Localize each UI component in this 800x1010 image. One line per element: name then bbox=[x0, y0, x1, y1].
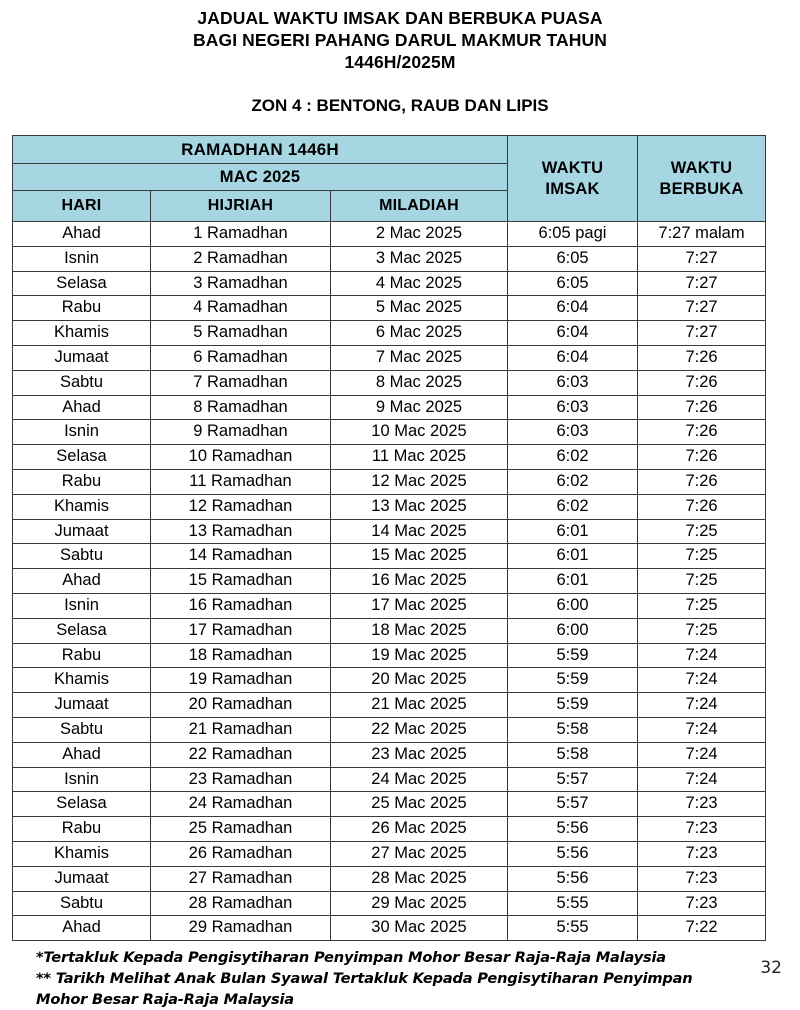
cell-berbuka: 7:23 bbox=[638, 817, 766, 842]
cell-hari: Khamis bbox=[13, 321, 151, 346]
table-row bbox=[13, 643, 766, 668]
cell-hari: Isnin bbox=[13, 246, 151, 271]
cell-hari: Khamis bbox=[13, 494, 151, 519]
cell-imsak: 5:59 bbox=[508, 643, 638, 668]
cell-miladiah: 2 Mac 2025 bbox=[331, 222, 508, 247]
cell-hijriah: 7 Ramadhan bbox=[151, 370, 331, 395]
table-row bbox=[13, 445, 766, 470]
cell-imsak: 6:01 bbox=[508, 569, 638, 594]
cell-imsak: 6:00 bbox=[508, 618, 638, 643]
cell-berbuka: 7:26 bbox=[638, 494, 766, 519]
cell-miladiah: 23 Mac 2025 bbox=[331, 742, 508, 767]
cell-imsak: 6:04 bbox=[508, 345, 638, 370]
cell-imsak: 5:56 bbox=[508, 817, 638, 842]
cell-hijriah: 25 Ramadhan bbox=[151, 817, 331, 842]
cell-imsak: 6:05 bbox=[508, 246, 638, 271]
cell-hijriah: 13 Ramadhan bbox=[151, 519, 331, 544]
cell-miladiah: 9 Mac 2025 bbox=[331, 395, 508, 420]
cell-miladiah: 20 Mac 2025 bbox=[331, 668, 508, 693]
cell-berbuka: 7:26 bbox=[638, 395, 766, 420]
cell-berbuka: 7:23 bbox=[638, 866, 766, 891]
table-row bbox=[13, 271, 766, 296]
cell-hijriah: 21 Ramadhan bbox=[151, 717, 331, 742]
cell-hari: Selasa bbox=[13, 618, 151, 643]
cell-berbuka: 7:26 bbox=[638, 469, 766, 494]
cell-berbuka: 7:24 bbox=[638, 693, 766, 718]
table-row bbox=[13, 841, 766, 866]
cell-miladiah: 18 Mac 2025 bbox=[331, 618, 508, 643]
cell-imsak: 5:57 bbox=[508, 767, 638, 792]
table-row bbox=[13, 866, 766, 891]
cell-hijriah: 29 Ramadhan bbox=[151, 916, 331, 941]
cell-berbuka: 7:23 bbox=[638, 792, 766, 817]
cell-hijriah: 6 Ramadhan bbox=[151, 345, 331, 370]
cell-miladiah: 29 Mac 2025 bbox=[331, 891, 508, 916]
cell-imsak: 5:56 bbox=[508, 841, 638, 866]
cell-hari: Selasa bbox=[13, 271, 151, 296]
header-ramadhan-group: RAMADHAN 1446H bbox=[13, 136, 508, 164]
cell-hari: Jumaat bbox=[13, 866, 151, 891]
table-row bbox=[13, 494, 766, 519]
cell-imsak: 5:58 bbox=[508, 717, 638, 742]
cell-hijriah: 11 Ramadhan bbox=[151, 469, 331, 494]
cell-berbuka: 7:22 bbox=[638, 916, 766, 941]
cell-hijriah: 2 Ramadhan bbox=[151, 246, 331, 271]
cell-miladiah: 13 Mac 2025 bbox=[331, 494, 508, 519]
title-line-1: JADUAL WAKTU IMSAK DAN BERBUKA PUASA bbox=[197, 8, 603, 28]
table-row bbox=[13, 519, 766, 544]
cell-miladiah: 7 Mac 2025 bbox=[331, 345, 508, 370]
cell-miladiah: 25 Mac 2025 bbox=[331, 792, 508, 817]
cell-imsak: 5:56 bbox=[508, 866, 638, 891]
cell-imsak: 6:01 bbox=[508, 519, 638, 544]
header-waktu-imsak-line2: IMSAK bbox=[545, 179, 600, 198]
table-row bbox=[13, 222, 766, 247]
cell-miladiah: 15 Mac 2025 bbox=[331, 544, 508, 569]
cell-hijriah: 14 Ramadhan bbox=[151, 544, 331, 569]
table-row bbox=[13, 395, 766, 420]
cell-berbuka: 7:24 bbox=[638, 767, 766, 792]
cell-miladiah: 22 Mac 2025 bbox=[331, 717, 508, 742]
cell-miladiah: 3 Mac 2025 bbox=[331, 246, 508, 271]
cell-miladiah: 21 Mac 2025 bbox=[331, 693, 508, 718]
cell-hari: Sabtu bbox=[13, 370, 151, 395]
cell-berbuka: 7:25 bbox=[638, 618, 766, 643]
cell-miladiah: 8 Mac 2025 bbox=[331, 370, 508, 395]
cell-imsak: 5:59 bbox=[508, 693, 638, 718]
cell-imsak: 6:02 bbox=[508, 494, 638, 519]
cell-berbuka: 7:25 bbox=[638, 569, 766, 594]
header-waktu-berbuka bbox=[638, 136, 766, 222]
cell-hari: Isnin bbox=[13, 420, 151, 445]
cell-hijriah: 1 Ramadhan bbox=[151, 222, 331, 247]
cell-miladiah: 19 Mac 2025 bbox=[331, 643, 508, 668]
cell-hijriah: 12 Ramadhan bbox=[151, 494, 331, 519]
table-row bbox=[13, 246, 766, 271]
cell-hari: Ahad bbox=[13, 916, 151, 941]
header-waktu-imsak bbox=[508, 136, 638, 222]
cell-imsak: 6:05 bbox=[508, 271, 638, 296]
cell-miladiah: 28 Mac 2025 bbox=[331, 866, 508, 891]
cell-miladiah: 30 Mac 2025 bbox=[331, 916, 508, 941]
table-row bbox=[13, 469, 766, 494]
cell-berbuka: 7:24 bbox=[638, 742, 766, 767]
footnote-line-1: *Tertakluk Kepada Pengisytiharan Penyimpan Mohor Besar Raja-Raja Malaysia bbox=[36, 949, 666, 967]
page-number: 32 bbox=[760, 958, 782, 978]
cell-hijriah: 3 Ramadhan bbox=[151, 271, 331, 296]
cell-hari: Jumaat bbox=[13, 519, 151, 544]
cell-hari: Sabtu bbox=[13, 717, 151, 742]
title-line-3: 1446H/2025M bbox=[344, 52, 456, 72]
cell-hari: Rabu bbox=[13, 643, 151, 668]
cell-imsak: 6:05 pagi bbox=[508, 222, 638, 247]
cell-imsak: 6:03 bbox=[508, 395, 638, 420]
cell-imsak: 6:02 bbox=[508, 469, 638, 494]
cell-hari: Isnin bbox=[13, 767, 151, 792]
cell-imsak: 6:01 bbox=[508, 544, 638, 569]
cell-hijriah: 24 Ramadhan bbox=[151, 792, 331, 817]
cell-miladiah: 6 Mac 2025 bbox=[331, 321, 508, 346]
cell-berbuka: 7:27 bbox=[638, 296, 766, 321]
cell-berbuka: 7:26 bbox=[638, 345, 766, 370]
table-row bbox=[13, 296, 766, 321]
cell-hijriah: 5 Ramadhan bbox=[151, 321, 331, 346]
cell-berbuka: 7:26 bbox=[638, 370, 766, 395]
table-row bbox=[13, 321, 766, 346]
footnote-line-3: Mohor Besar Raja-Raja Malaysia bbox=[36, 991, 294, 1009]
cell-hijriah: 10 Ramadhan bbox=[151, 445, 331, 470]
cell-miladiah: 27 Mac 2025 bbox=[331, 841, 508, 866]
cell-berbuka: 7:24 bbox=[638, 717, 766, 742]
header-waktu-imsak-line1: WAKTU bbox=[541, 158, 604, 177]
cell-miladiah: 12 Mac 2025 bbox=[331, 469, 508, 494]
cell-hijriah: 9 Ramadhan bbox=[151, 420, 331, 445]
schedule-table-container bbox=[12, 135, 765, 941]
table-row bbox=[13, 618, 766, 643]
cell-hari: Khamis bbox=[13, 668, 151, 693]
cell-hari: Selasa bbox=[13, 792, 151, 817]
cell-miladiah: 4 Mac 2025 bbox=[331, 271, 508, 296]
cell-berbuka: 7:27 bbox=[638, 321, 766, 346]
cell-imsak: 5:57 bbox=[508, 792, 638, 817]
table-row bbox=[13, 420, 766, 445]
cell-hijriah: 20 Ramadhan bbox=[151, 693, 331, 718]
cell-imsak: 5:58 bbox=[508, 742, 638, 767]
cell-berbuka: 7:26 bbox=[638, 420, 766, 445]
footnotes bbox=[36, 947, 696, 1010]
cell-miladiah: 24 Mac 2025 bbox=[331, 767, 508, 792]
cell-berbuka: 7:25 bbox=[638, 593, 766, 618]
header-hijriah: HIJRIAH bbox=[151, 191, 331, 222]
cell-miladiah: 26 Mac 2025 bbox=[331, 817, 508, 842]
cell-hijriah: 26 Ramadhan bbox=[151, 841, 331, 866]
cell-hari: Khamis bbox=[13, 841, 151, 866]
footnote-line-2: ** Tarikh Melihat Anak Bulan Syawal Tertakluk Kepada Pengisytiharan Penyimpan bbox=[36, 970, 693, 988]
cell-hijriah: 4 Ramadhan bbox=[151, 296, 331, 321]
imsak-berbuka-schedule-table bbox=[12, 135, 766, 941]
table-body bbox=[13, 222, 766, 941]
table-row bbox=[13, 916, 766, 941]
cell-berbuka: 7:24 bbox=[638, 643, 766, 668]
table-row bbox=[13, 345, 766, 370]
cell-hari: Rabu bbox=[13, 817, 151, 842]
cell-berbuka: 7:27 bbox=[638, 246, 766, 271]
header-miladiah: MILADIAH bbox=[331, 191, 508, 222]
cell-hijriah: 8 Ramadhan bbox=[151, 395, 331, 420]
cell-berbuka: 7:27 malam bbox=[638, 222, 766, 247]
zone-subtitle: ZON 4 : BENTONG, RAUB DAN LIPIS bbox=[251, 96, 549, 115]
cell-imsak: 6:04 bbox=[508, 321, 638, 346]
cell-hari: Sabtu bbox=[13, 544, 151, 569]
cell-hari: Ahad bbox=[13, 222, 151, 247]
table-row bbox=[13, 891, 766, 916]
cell-berbuka: 7:25 bbox=[638, 519, 766, 544]
cell-hari: Sabtu bbox=[13, 891, 151, 916]
table-row bbox=[13, 668, 766, 693]
cell-miladiah: 14 Mac 2025 bbox=[331, 519, 508, 544]
cell-miladiah: 16 Mac 2025 bbox=[331, 569, 508, 594]
cell-hijriah: 17 Ramadhan bbox=[151, 618, 331, 643]
cell-miladiah: 10 Mac 2025 bbox=[331, 420, 508, 445]
cell-berbuka: 7:25 bbox=[638, 544, 766, 569]
cell-imsak: 6:02 bbox=[508, 445, 638, 470]
document-title-block bbox=[0, 0, 800, 73]
cell-miladiah: 17 Mac 2025 bbox=[331, 593, 508, 618]
cell-imsak: 6:00 bbox=[508, 593, 638, 618]
table-row bbox=[13, 569, 766, 594]
cell-hijriah: 18 Ramadhan bbox=[151, 643, 331, 668]
cell-hijriah: 27 Ramadhan bbox=[151, 866, 331, 891]
cell-imsak: 6:04 bbox=[508, 296, 638, 321]
table-row bbox=[13, 370, 766, 395]
cell-hari: Rabu bbox=[13, 296, 151, 321]
table-row bbox=[13, 693, 766, 718]
cell-imsak: 5:55 bbox=[508, 891, 638, 916]
cell-hijriah: 28 Ramadhan bbox=[151, 891, 331, 916]
cell-miladiah: 11 Mac 2025 bbox=[331, 445, 508, 470]
cell-hari: Jumaat bbox=[13, 345, 151, 370]
cell-imsak: 5:59 bbox=[508, 668, 638, 693]
table-row bbox=[13, 792, 766, 817]
cell-hari: Isnin bbox=[13, 593, 151, 618]
cell-berbuka: 7:23 bbox=[638, 841, 766, 866]
cell-berbuka: 7:27 bbox=[638, 271, 766, 296]
cell-berbuka: 7:23 bbox=[638, 891, 766, 916]
table-row bbox=[13, 717, 766, 742]
cell-hijriah: 15 Ramadhan bbox=[151, 569, 331, 594]
header-waktu-berbuka-line2: BERBUKA bbox=[659, 179, 744, 198]
cell-imsak: 5:55 bbox=[508, 916, 638, 941]
cell-hijriah: 23 Ramadhan bbox=[151, 767, 331, 792]
cell-hari: Rabu bbox=[13, 469, 151, 494]
header-month: MAC 2025 bbox=[13, 164, 508, 191]
cell-berbuka: 7:26 bbox=[638, 445, 766, 470]
cell-imsak: 6:03 bbox=[508, 420, 638, 445]
cell-hari: Ahad bbox=[13, 742, 151, 767]
table-row bbox=[13, 742, 766, 767]
cell-berbuka: 7:24 bbox=[638, 668, 766, 693]
header-waktu-berbuka-line1: WAKTU bbox=[670, 158, 733, 177]
table-row bbox=[13, 817, 766, 842]
cell-miladiah: 5 Mac 2025 bbox=[331, 296, 508, 321]
header-row-group bbox=[13, 136, 766, 164]
table-row bbox=[13, 767, 766, 792]
cell-hari: Ahad bbox=[13, 395, 151, 420]
title-line-2: BAGI NEGERI PAHANG DARUL MAKMUR TAHUN bbox=[193, 30, 607, 50]
table-header bbox=[13, 136, 766, 222]
header-hari: HARI bbox=[13, 191, 151, 222]
cell-hari: Jumaat bbox=[13, 693, 151, 718]
table-row bbox=[13, 544, 766, 569]
cell-hijriah: 19 Ramadhan bbox=[151, 668, 331, 693]
cell-hijriah: 16 Ramadhan bbox=[151, 593, 331, 618]
cell-hijriah: 22 Ramadhan bbox=[151, 742, 331, 767]
table-row bbox=[13, 593, 766, 618]
cell-hari: Selasa bbox=[13, 445, 151, 470]
cell-hari: Ahad bbox=[13, 569, 151, 594]
cell-imsak: 6:03 bbox=[508, 370, 638, 395]
